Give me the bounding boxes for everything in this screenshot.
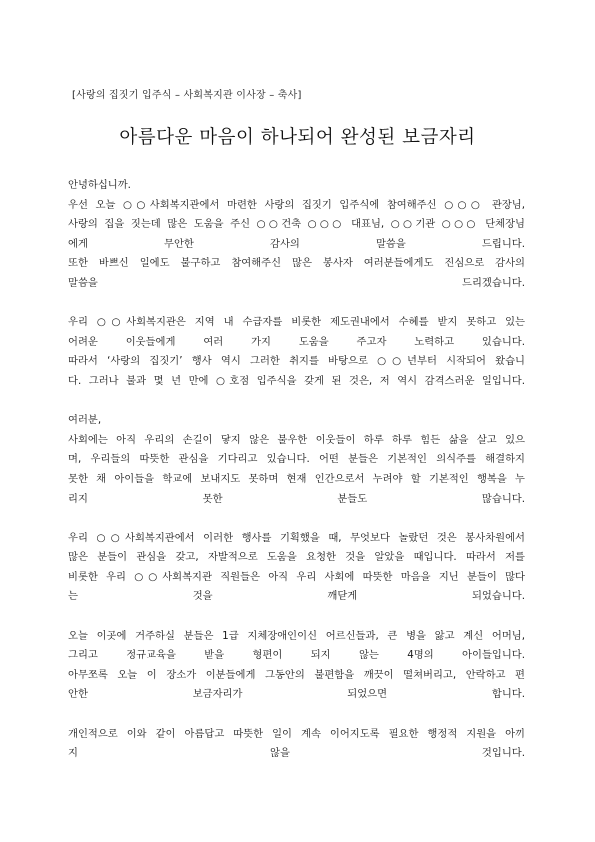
text-line: 따라서 ‘사랑의 집짓기’ 행사 역시 그러한 취지를 바탕으로 ○○년부터 시작되어 왔습니 [68, 355, 525, 368]
paragraph-gap [68, 509, 525, 529]
text-line: 말씀을 드리겠습니다. [68, 276, 525, 289]
text-line: 어려운 이웃들에게 여러 가지 도움을 주고자 노력하고 있습니다. [68, 335, 525, 348]
text-line: 며, 우리들의 따뜻한 관심을 기다리고 있습니다. 어떤 분들은 기본적인 의식주를 해결하지 [68, 453, 525, 466]
text-line: 사회에는 아직 우리의 손길이 닿지 않은 불우한 이웃들이 하루 하루 힘든 삶을 살고 있으 [68, 433, 525, 446]
paragraph [68, 627, 525, 705]
paragraph [68, 411, 525, 509]
text-line: 개인적으로 이와 같이 아름답고 따뜻한 일이 계속 이어지도록 필요한 행정적 지원을 아끼 [68, 727, 525, 740]
document-title: 아름다운 마음이 하나되어 완성된 보금자리 [119, 127, 476, 148]
text-line: 는 것을 깨닫게 되었습니다. [68, 590, 525, 603]
paragraph [68, 529, 525, 607]
text-line: 많은 분들이 관심을 갖고, 자발적으로 도움을 요청한 것을 알았을 때입니다. 따라서 저를 [68, 551, 525, 564]
text-line: 또한 바쁘신 일에도 불구하고 참여해주신 많은 봉사자 여러분들에게도 진심으로 감사의 [68, 257, 525, 270]
text-line: 아무쪼록 오늘 이 장소가 이분들에게 그동안의 불편함을 깨끗이 떨쳐버리고, 안락하고 편 [68, 668, 525, 681]
speech-category: [사랑의 집짓기 입주식 – 사회복지관 이사장 – 축사] [72, 90, 302, 101]
text-line: 사랑의 집을 짓는데 많은 도움을 주신 ○○건축 ○○○ 대표님, ○○기관 ○○○ 단체장님 [68, 218, 525, 231]
text-line: 지 않을 것입니다. [68, 747, 525, 760]
text-line: 우선 오늘 ○○사회복지관에서 마련한 사랑의 집짓기 입주식에 참여해주신 ○○○ 관장님, [68, 198, 525, 211]
paragraph-gap [68, 607, 525, 627]
paragraph [68, 725, 525, 764]
document-body [68, 176, 525, 764]
text-line: 에게 무안한 감사의 말씀을 드립니다. [68, 237, 525, 250]
text-line: 우리 ○○사회복지관에서 이러한 행사를 기획했을 때, 무엇보다 놀랐던 것은 봉사차원에서 [68, 531, 525, 544]
text-line: 우리 ○○사회복지관은 지역 내 수급자를 비롯한 제도권내에서 수혜를 받지 못하고 있는 [68, 316, 525, 329]
text-line: 여러분, [68, 414, 102, 427]
text-line: 안한 보금자리가 되었으면 합니다. [68, 688, 525, 701]
text-line: 리지 못한 분들도 많습니다. [68, 492, 525, 505]
text-line: 그리고 정규교육을 받을 형편이 되지 않는 4명의 아이들입니다. [68, 649, 525, 662]
paragraph-gap [68, 392, 525, 412]
paragraph [68, 176, 525, 294]
text-line: 못한 채 아이들을 학교에 보내지도 못하며 현재 인간으로서 누려야 할 기본적인 행복을 누 [68, 472, 526, 485]
paragraph [68, 313, 525, 391]
paragraph-gap [68, 294, 525, 314]
paragraph-gap [68, 705, 525, 725]
text-line: 다. 그러나 불과 몇 년 만에 ○호점 입주식을 갖게 된 것은, 저 역시 감격스러운 일입니다. [68, 374, 525, 387]
text-line: 비롯한 우리 ○○사회복지관 직원들은 아직 우리 사회에 따뜻한 마음을 지닌 분들이 많다 [68, 570, 525, 583]
text-line: 안녕하십니까. [68, 179, 131, 191]
text-line: 오늘 이곳에 거주하실 분들은 1급 지체장애인이신 어르신들과, 큰 병을 앓고 계신 어머님, [68, 629, 525, 642]
